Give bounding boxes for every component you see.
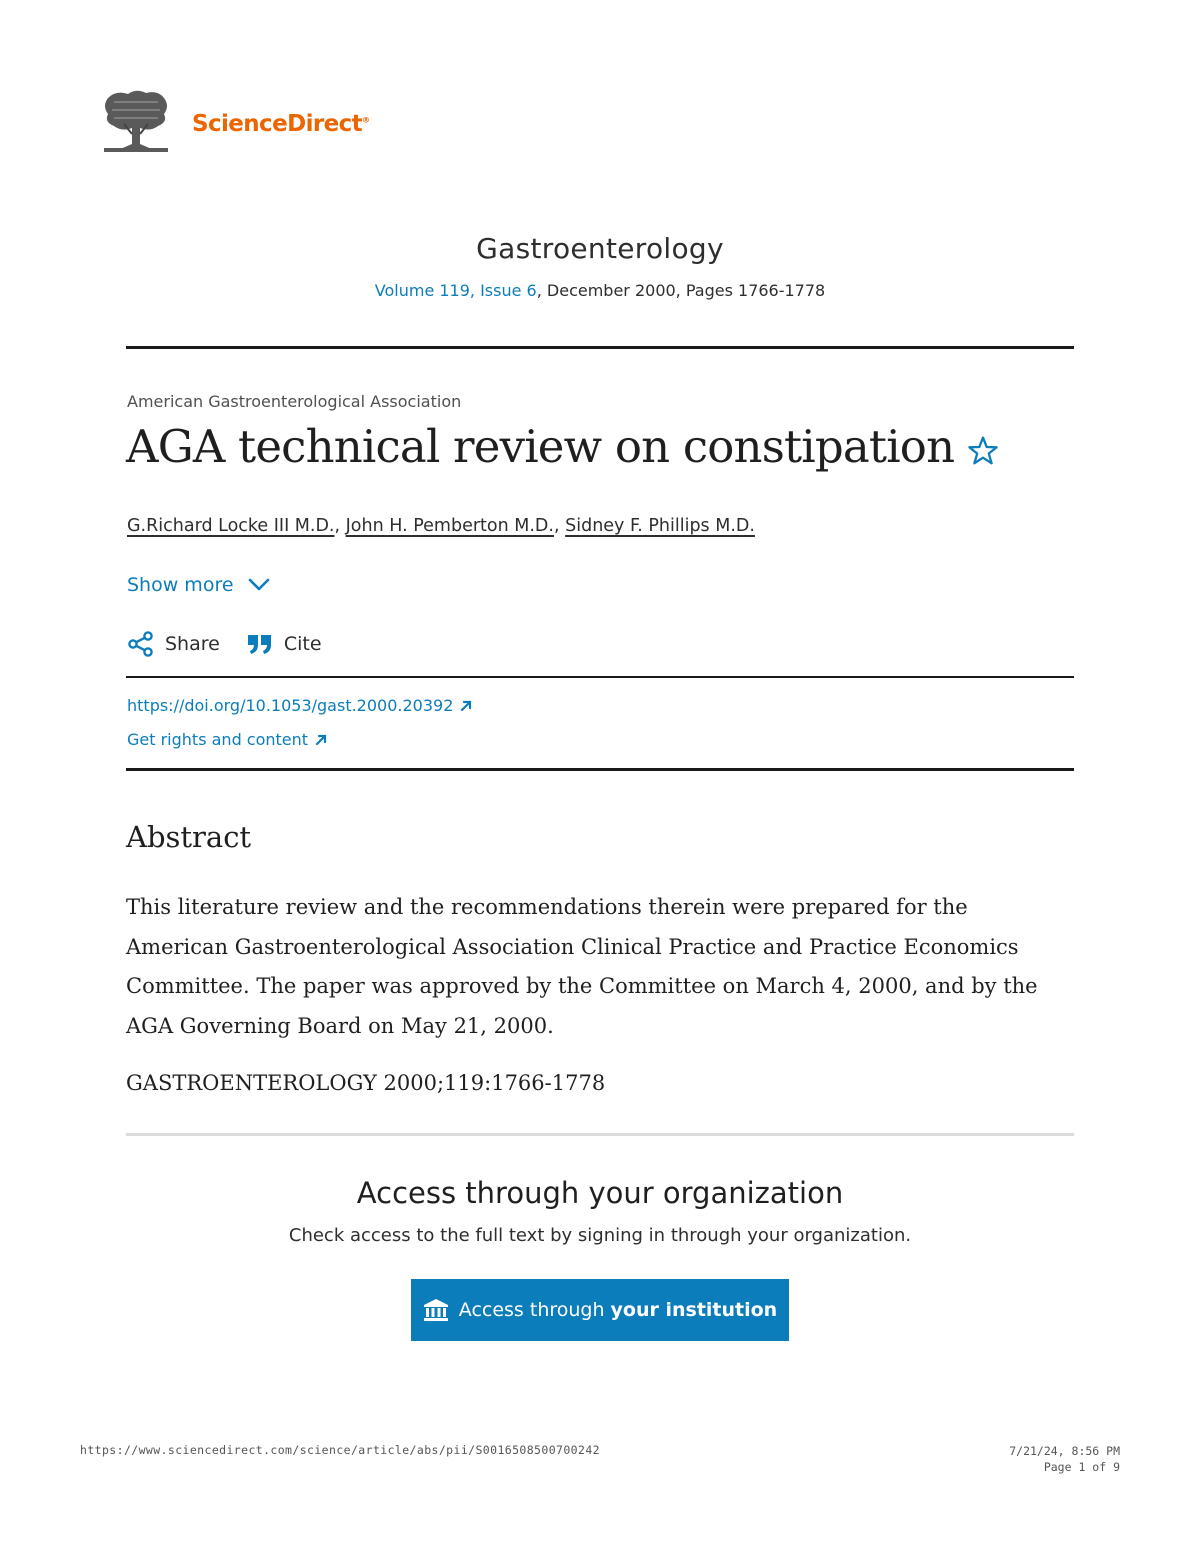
author-separator: , [553, 516, 566, 536]
sciencedirect-logo[interactable] [100, 88, 369, 154]
author-list [127, 516, 755, 536]
actions-divider [126, 676, 1074, 678]
article-title [126, 420, 1000, 473]
share-icon [127, 630, 155, 658]
brand-name: ScienceDirect [192, 111, 363, 137]
abstract-heading: Abstract [126, 820, 252, 854]
access-institution-button[interactable] [411, 1279, 789, 1341]
chevron-down-icon [248, 578, 270, 592]
access-heading: Access through your organization [356, 1176, 844, 1210]
show-more-label: Show more [127, 574, 234, 596]
elsevier-tree-icon [100, 88, 172, 154]
footer-meta [1009, 1443, 1120, 1475]
share-button[interactable] [127, 630, 220, 658]
external-link-icon [459, 699, 473, 713]
links-divider [126, 768, 1074, 771]
footer-datetime: 7/21/24, 8:56 PM [1009, 1444, 1120, 1458]
article-actions [127, 630, 322, 658]
doi-text: https://doi.org/10.1053/gast.2000.20392 [127, 696, 454, 715]
article-title-text: AGA technical review on constipation [126, 420, 955, 473]
volume-issue-link[interactable]: Volume 119, Issue 6 [374, 281, 537, 300]
brand-trademark: ® [362, 115, 370, 125]
abstract-citation: GASTROENTEROLOGY 2000;119:1766-1778 [126, 1071, 606, 1095]
sciencedirect-wordmark [192, 111, 369, 137]
institution-icon [423, 1298, 449, 1322]
footer-page-number: Page 1 of 9 [1043, 1460, 1120, 1474]
author-link[interactable]: Sidney F. Phillips M.D. [565, 516, 755, 536]
date-pages: , December 2000, Pages 1766-1778 [536, 281, 826, 300]
external-link-icon [314, 733, 328, 747]
cite-button[interactable] [246, 630, 322, 658]
author-separator: , [334, 516, 346, 536]
author-link[interactable]: John H. Pemberton M.D. [345, 516, 554, 536]
share-label: Share [165, 633, 220, 655]
star-outline-icon[interactable] [966, 434, 1000, 468]
rights-link[interactable] [127, 730, 328, 749]
footer-url: https://www.sciencedirect.com/science/article/abs/pii/S0016508500700242 [80, 1443, 600, 1457]
journal-title[interactable]: Gastroenterology [476, 232, 724, 265]
article-association: American Gastroenterological Association [127, 392, 462, 411]
doi-link[interactable] [127, 696, 473, 715]
rights-text: Get rights and content [127, 730, 309, 749]
abstract-body: This literature review and the recommendations therein were prepared for the American Gastroenterological Association Clinical Practice and Practice Economics Committee. The paper was approved by the Committee on March 4, 2000, and by the AGA Governing Board on May 21, 2000. [126, 895, 1038, 1038]
show-more-button[interactable] [127, 574, 270, 596]
abstract-divider [126, 1133, 1074, 1136]
access-button-emphasis: your institution [610, 1299, 778, 1321]
access-button-prefix: Access through [458, 1299, 605, 1321]
journal-meta [0, 281, 1200, 300]
cite-label: Cite [283, 633, 322, 655]
author-link[interactable]: G.Richard Locke III M.D. [127, 516, 335, 536]
header-divider [126, 346, 1074, 349]
quote-icon [246, 630, 274, 658]
access-subtext: Check access to the full text by signing in through your organization. [288, 1225, 912, 1246]
